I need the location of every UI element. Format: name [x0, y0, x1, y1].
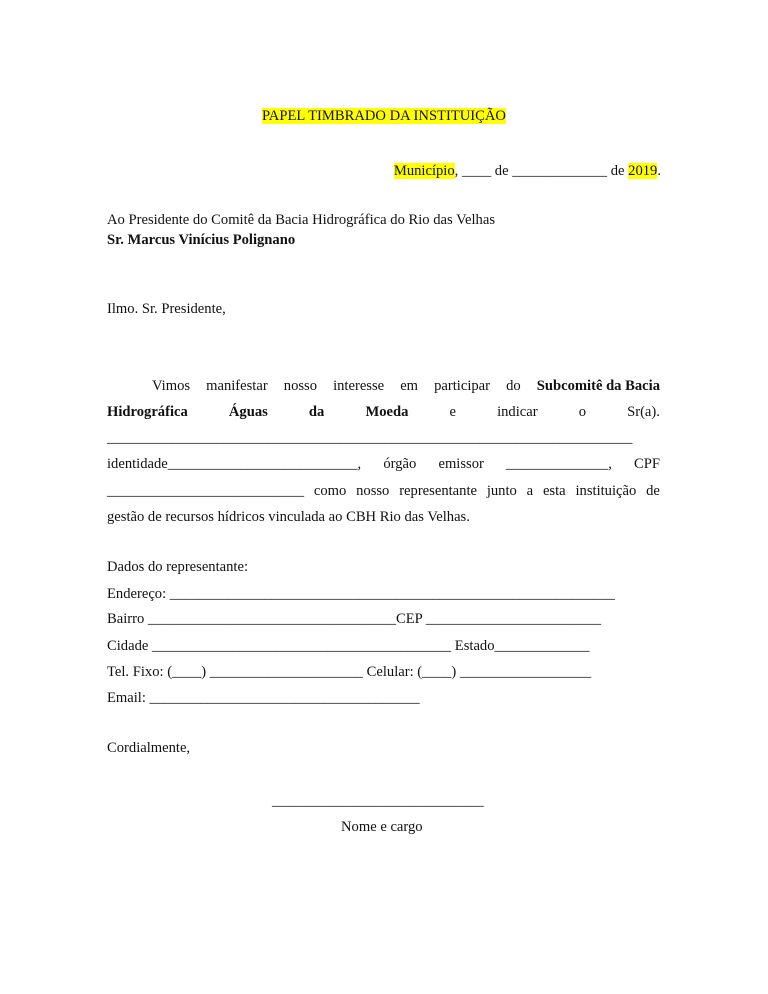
word: emissor	[438, 456, 484, 472]
word: de	[646, 483, 660, 499]
letterhead-line	[0, 107, 768, 125]
word: indicar	[497, 404, 538, 420]
word: nosso	[283, 378, 318, 394]
body-line-6: gestão de recursos hídricos vinculada ao CBH Rio das Velhas.	[107, 509, 470, 525]
signature-label: Nome e cargo	[341, 819, 423, 835]
date-end: .	[657, 163, 661, 179]
word: participar	[434, 378, 491, 394]
subcommittee-name: Subcomitê da Bacia	[536, 378, 660, 394]
word: órgão	[383, 456, 417, 472]
word: esta	[542, 483, 566, 499]
word: como	[313, 483, 347, 499]
word: Vimos	[152, 378, 191, 394]
closing: Cordialmente,	[107, 740, 191, 756]
representative-title: Dados do representante:	[107, 559, 249, 575]
body-line-3-blank: ________________________________________________________________________	[107, 430, 633, 446]
bairro-cep-field: Bairro __________________________________CEP ________________________	[107, 611, 602, 627]
word: identidade__________________________,	[107, 456, 362, 472]
letterhead-placeholder: PAPEL TIMBRADO DA INSTITUIÇÃO	[262, 108, 506, 124]
word: Hidrográfica	[107, 404, 188, 420]
word: o	[578, 404, 586, 420]
email-field: Email: _____________________________________	[107, 690, 420, 706]
date-line	[394, 162, 661, 180]
body-line-5	[107, 482, 660, 500]
word: nosso	[356, 483, 390, 499]
recipient-name: Sr. Marcus Vinícius Polignano	[107, 232, 296, 248]
body-line-1	[152, 377, 660, 395]
city-state-field: Cidade _________________________________________ Estado_____________	[107, 638, 590, 654]
word: Águas	[228, 404, 268, 420]
date-year: 2019	[628, 163, 658, 179]
body-line-4	[107, 455, 660, 473]
word: da	[308, 404, 325, 420]
address-field: Endereço: _____________________________________________________________	[107, 586, 615, 602]
recipient-line: Ao Presidente do Comitê da Bacia Hidrográfica do Rio das Velhas	[107, 212, 495, 228]
word: a	[526, 483, 534, 499]
word: manifestar	[206, 378, 268, 394]
salutation: Ilmo. Sr. Presidente,	[107, 301, 226, 317]
word: representante	[399, 483, 477, 499]
word: ___________________________	[107, 483, 305, 499]
word: Sr(a).	[627, 404, 660, 420]
word: em	[400, 378, 419, 394]
word: CPF	[634, 456, 660, 472]
word: Moeda	[365, 404, 409, 420]
word: ______________,	[506, 456, 612, 472]
word: e	[449, 404, 456, 420]
word: do	[506, 378, 521, 394]
signature-line: _____________________________	[272, 793, 484, 809]
date-blanks: , ____ de _____________ de	[454, 163, 629, 179]
word: interesse	[333, 378, 385, 394]
word: junto	[486, 483, 517, 499]
date-city: Município	[393, 163, 455, 179]
word: instituição	[575, 483, 637, 499]
body-line-2	[107, 403, 660, 421]
phone-field: Tel. Fixo: (____) _____________________ Celular: (____) __________________	[107, 664, 592, 680]
